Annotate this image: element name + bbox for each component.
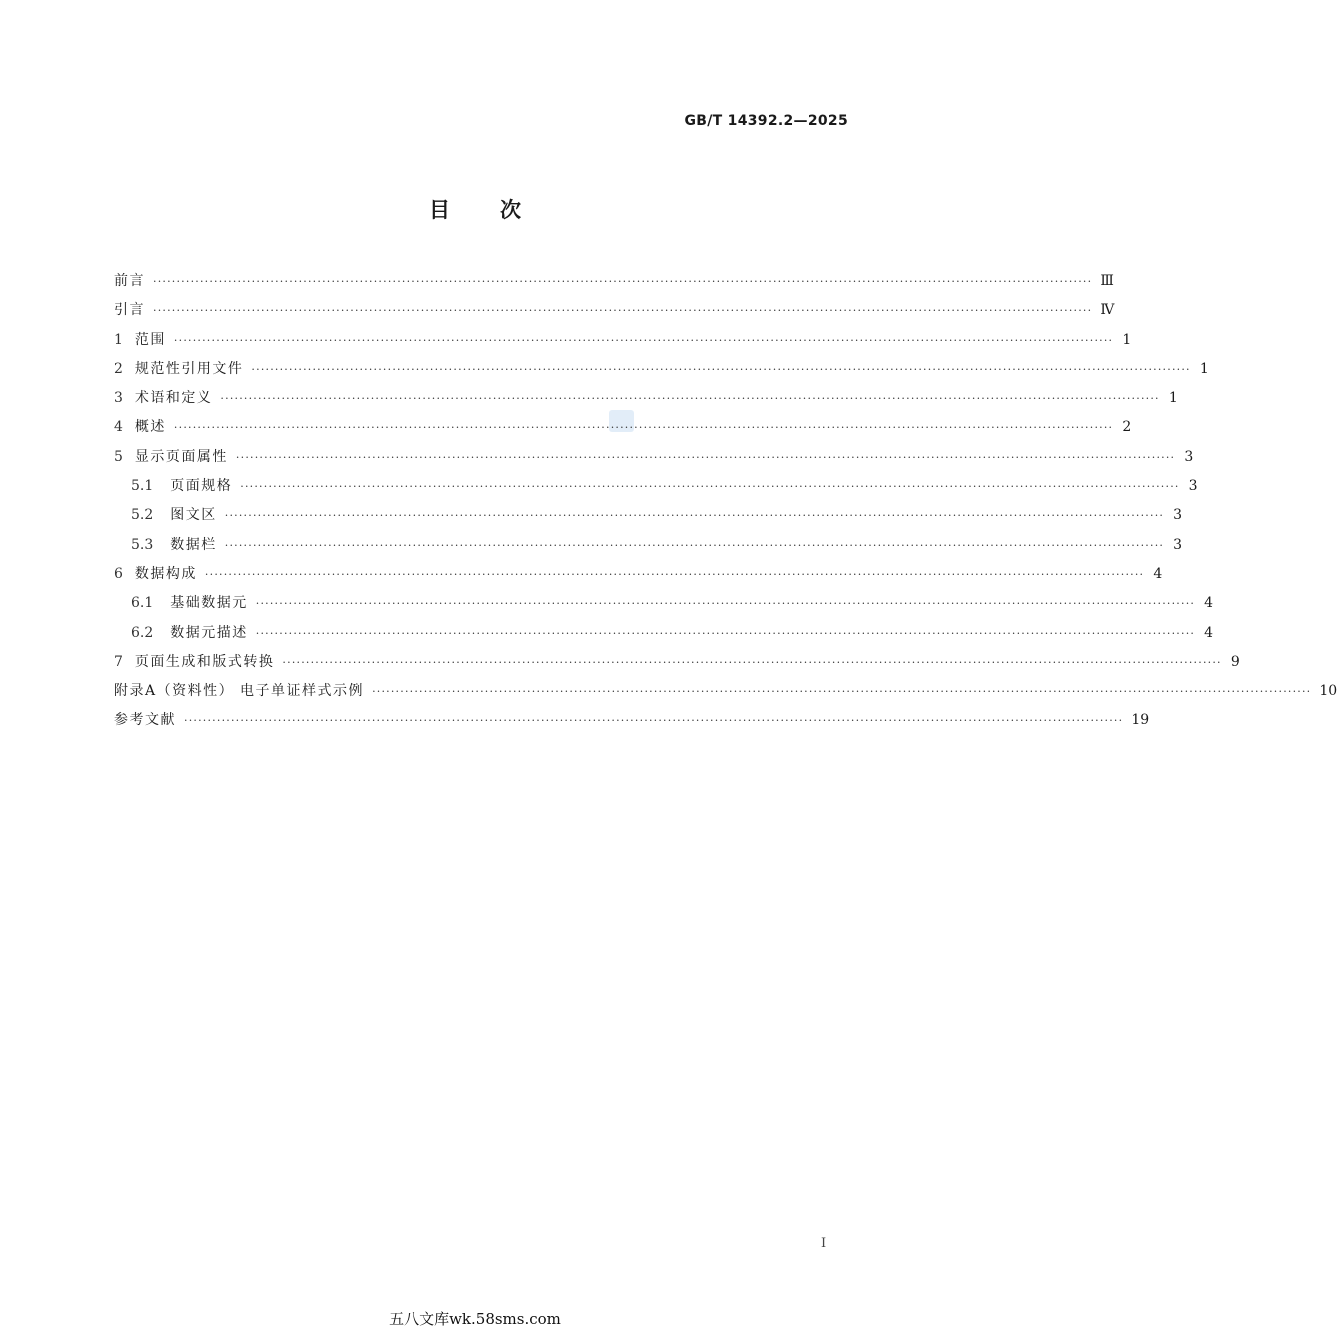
toc-entry[interactable] (114, 504, 1183, 533)
toc-entry-page: 2 (1122, 419, 1132, 436)
table-of-contents (114, 270, 1337, 739)
toc-leader-dots: ········································································································································································································ (224, 509, 1165, 523)
toc-leader-dots: ········································································································································································································ (282, 655, 1222, 669)
toc-entry-label: 显示页面属性 (134, 448, 228, 465)
toc-entry-label: 数据栏 (170, 536, 217, 553)
toc-entry-label: 前言 (114, 273, 145, 289)
toc-entry-number: 3 (114, 390, 123, 407)
toc-leader-dots: ········································································································································································································ (173, 333, 1114, 347)
toc-leader-dots: ········································································································································································································ (153, 304, 1093, 318)
toc-entry[interactable] (114, 622, 1214, 651)
standard-number: GB/T 14392.2—2025 (684, 113, 848, 129)
toc-entry-label: 基础数据元 (170, 595, 248, 612)
toc-entry[interactable] (114, 446, 1194, 475)
toc-entry[interactable] (114, 592, 1214, 621)
toc-leader-dots: ········································································································································································································ (204, 567, 1145, 581)
toc-entry-label: 图文区 (170, 507, 217, 524)
toc-entry[interactable] (114, 651, 1240, 680)
toc-leader-dots: ········································································································································································································ (255, 626, 1196, 640)
toc-entry-number: 5.2 (131, 507, 154, 524)
toc-entry[interactable] (114, 387, 1178, 416)
toc-entry-page: Ⅲ (1100, 273, 1114, 289)
toc-entry-page: 19 (1131, 712, 1150, 729)
toc-leader-dots: ········································································································································································································ (220, 392, 1160, 406)
toc-entry[interactable] (114, 680, 1337, 709)
toc-entry-page: 10 (1319, 683, 1337, 700)
toc-leader-dots: ········································································································································································································ (235, 450, 1176, 464)
toc-entry-page: 3 (1184, 448, 1194, 465)
toc-entry-page: 4 (1153, 565, 1163, 582)
toc-entry-page: 3 (1173, 507, 1183, 524)
toc-entry-page: 1 (1199, 360, 1209, 377)
toc-entry[interactable] (114, 270, 1114, 299)
toc-entry-page: 3 (1173, 536, 1183, 553)
toc-entry-number: 2 (114, 360, 123, 377)
toc-entry-page: 1 (1122, 331, 1132, 348)
footer-watermark-text: 五八文库wk.58sms.com (389, 1310, 561, 1328)
toc-leader-dots: ········································································································································································································ (372, 685, 1312, 699)
toc-entry-label: 参考文献 (114, 712, 176, 729)
toc-entry-label: 数据构成 (134, 565, 197, 582)
toc-entry-number: 6.2 (131, 624, 154, 641)
toc-leader-dots: ········································································································································································································ (173, 421, 1114, 435)
toc-entry-page: 3 (1188, 478, 1198, 495)
toc-entry-page: 1 (1168, 390, 1178, 407)
toc-leader-dots: ········································································································································································································ (184, 714, 1124, 728)
toc-entry-number: 6.1 (131, 595, 154, 612)
toc-entry-label: 概述 (134, 419, 166, 436)
toc-entry[interactable] (114, 709, 1150, 738)
toc-entry-label: 术语和定义 (134, 390, 213, 407)
toc-entry-number: 6 (114, 565, 123, 582)
toc-leader-dots: ········································································································································································································ (153, 275, 1093, 288)
toc-entry-number: 5.3 (131, 536, 154, 553)
toc-entry[interactable] (114, 475, 1198, 504)
page-title: 目次 (429, 198, 571, 222)
toc-entry[interactable] (114, 299, 1115, 328)
toc-leader-dots: ········································································································································································································ (240, 480, 1180, 494)
toc-entry-page: 9 (1230, 653, 1240, 670)
toc-entry-label: 附录A（资料性） 电子单证样式示例 (114, 683, 365, 700)
toc-leader-dots: ········································································································································································································ (255, 597, 1196, 611)
toc-leader-dots: ········································································································································································································ (224, 538, 1165, 552)
toc-entry-number: 1 (114, 331, 123, 348)
toc-entry-label: 页面生成和版式转换 (134, 653, 275, 670)
toc-entry[interactable] (114, 329, 1132, 358)
toc-entry[interactable] (114, 416, 1132, 445)
toc-entry-number: 4 (114, 419, 123, 436)
toc-entry[interactable] (114, 563, 1163, 592)
toc-entry-page: Ⅳ (1100, 302, 1115, 319)
toc-entry-number: 5.1 (131, 478, 154, 495)
toc-entry-page: 4 (1204, 624, 1214, 641)
toc-entry-label: 数据元描述 (170, 624, 248, 641)
toc-entry-number: 7 (114, 653, 123, 670)
toc-entry-label: 引言 (114, 302, 145, 319)
page-number: I (821, 1236, 827, 1251)
toc-entry-page: 4 (1204, 595, 1214, 612)
toc-entry-label: 规范性引用文件 (134, 360, 244, 377)
toc-entry-number: 5 (114, 448, 123, 465)
toc-entry-label: 页面规格 (170, 478, 233, 495)
toc-entry[interactable] (114, 358, 1209, 387)
toc-entry-label: 范围 (134, 331, 166, 348)
toc-entry[interactable] (114, 534, 1183, 563)
toc-leader-dots: ········································································································································································································ (251, 362, 1191, 376)
